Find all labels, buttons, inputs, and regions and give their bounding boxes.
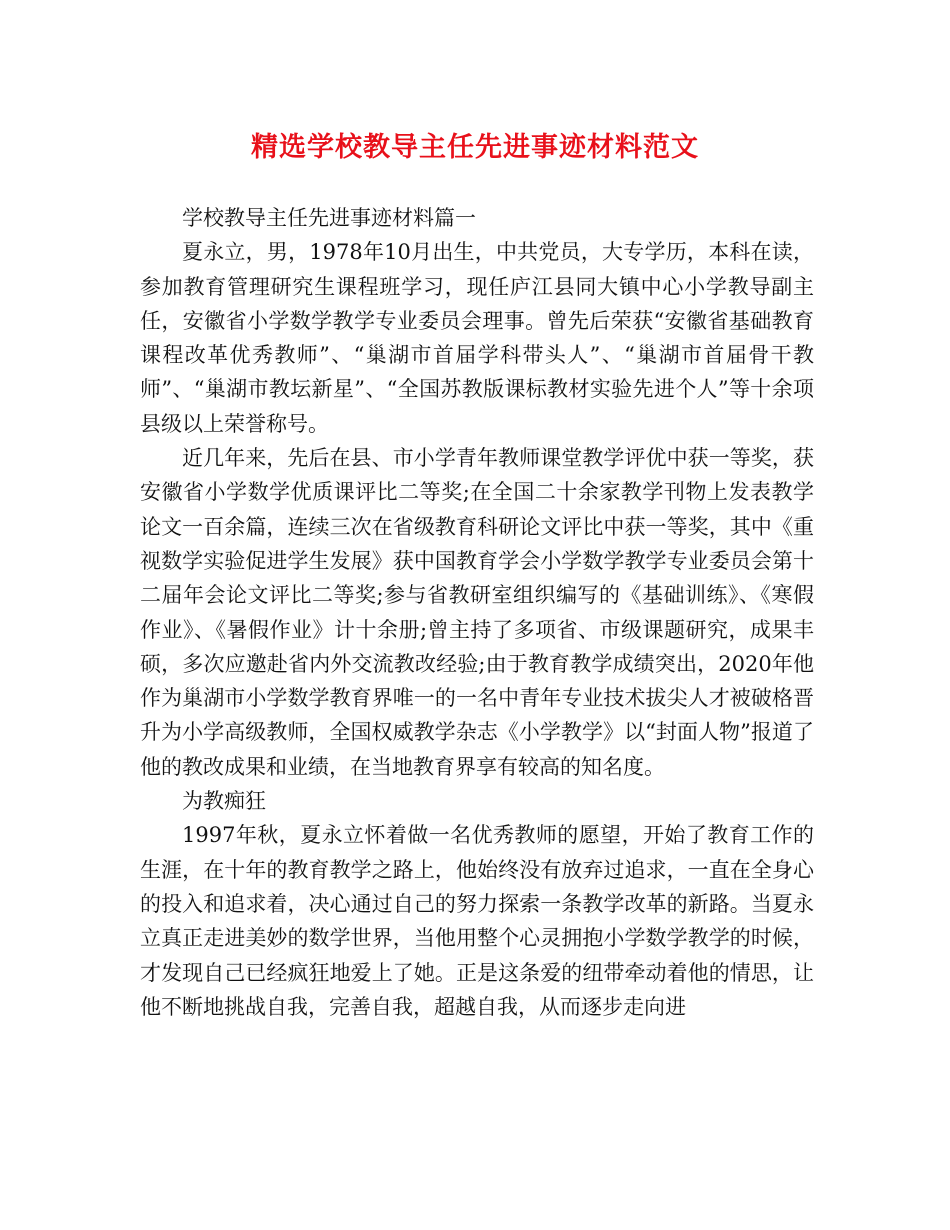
document-body: [140, 201, 814, 1024]
paragraph: 夏永立，男，1978年10月出生，中共党员，大专学历，本科在读，参加教育管理研究生课程班学习，现任庐江县同大镇中心小学教导副主任，安徽省小学数学教学专业委员会理事。曾先后荣获“安徽省基础教育课程改革优秀教师”、“巢湖市首届学科带头人”、“巢湖市首届骨干教师”、“巢湖市教坛新星”、“全国苏教版课标教材实验先进个人”等十余项县级以上荣誉称号。: [140, 240, 814, 436]
document-title: 精选学校教导主任先进事迹材料范文: [251, 132, 699, 163]
section-heading: 为教痴狂: [182, 789, 266, 814]
paragraph: 1997年秋，夏永立怀着做一名优秀教师的愿望，开始了教育工作的生涯，在十年的教育教学之路上，他始终没有放弃过追求，一直在全身心的投入和追求着，决心通过自己的努力探索一条教学改革的新路。当夏永立真正走进美妙的数学世界，当他用整个心灵拥抱小学数学教学的时候，才发现自己已经疯狂地爱上了她。正是这条爱的纽带牵动着他的情思，让他不断地挑战自我，完善自我，超越自我，从而逐步走向进: [140, 823, 814, 1019]
paragraph: 近几年来，先后在县、市小学青年教师课堂教学评优中获一等奖，获安徽省小学数学优质课评比二等奖;在全国二十余家教学刊物上发表教学论文一百余篇，连续三次在省级教育科研论文评比中获一等奖，其中《重视数学实验促进学生发展》获中国教育学会小学数学教学专业委员会第十二届年会论文评比二等奖;参与省教研室组织编写的《基础训练》、《寒假作业》、《暑假作业》计十余册;曾主持了多项省、市级课题研究，成果丰硕，多次应邀赴省内外交流教改经验;由于教育教学成绩突出，2020年他作为巢湖市小学数学教育界唯一的一名中青年专业技术拔尖人才被破格晋升为小学高级教师，全国权威教学杂志《小学教学》以“封面人物”报道了他的教改成果和业绩，在当地教育界享有较高的知名度。: [140, 446, 814, 779]
section-heading: 学校教导主任先进事迹材料篇一: [182, 206, 476, 230]
